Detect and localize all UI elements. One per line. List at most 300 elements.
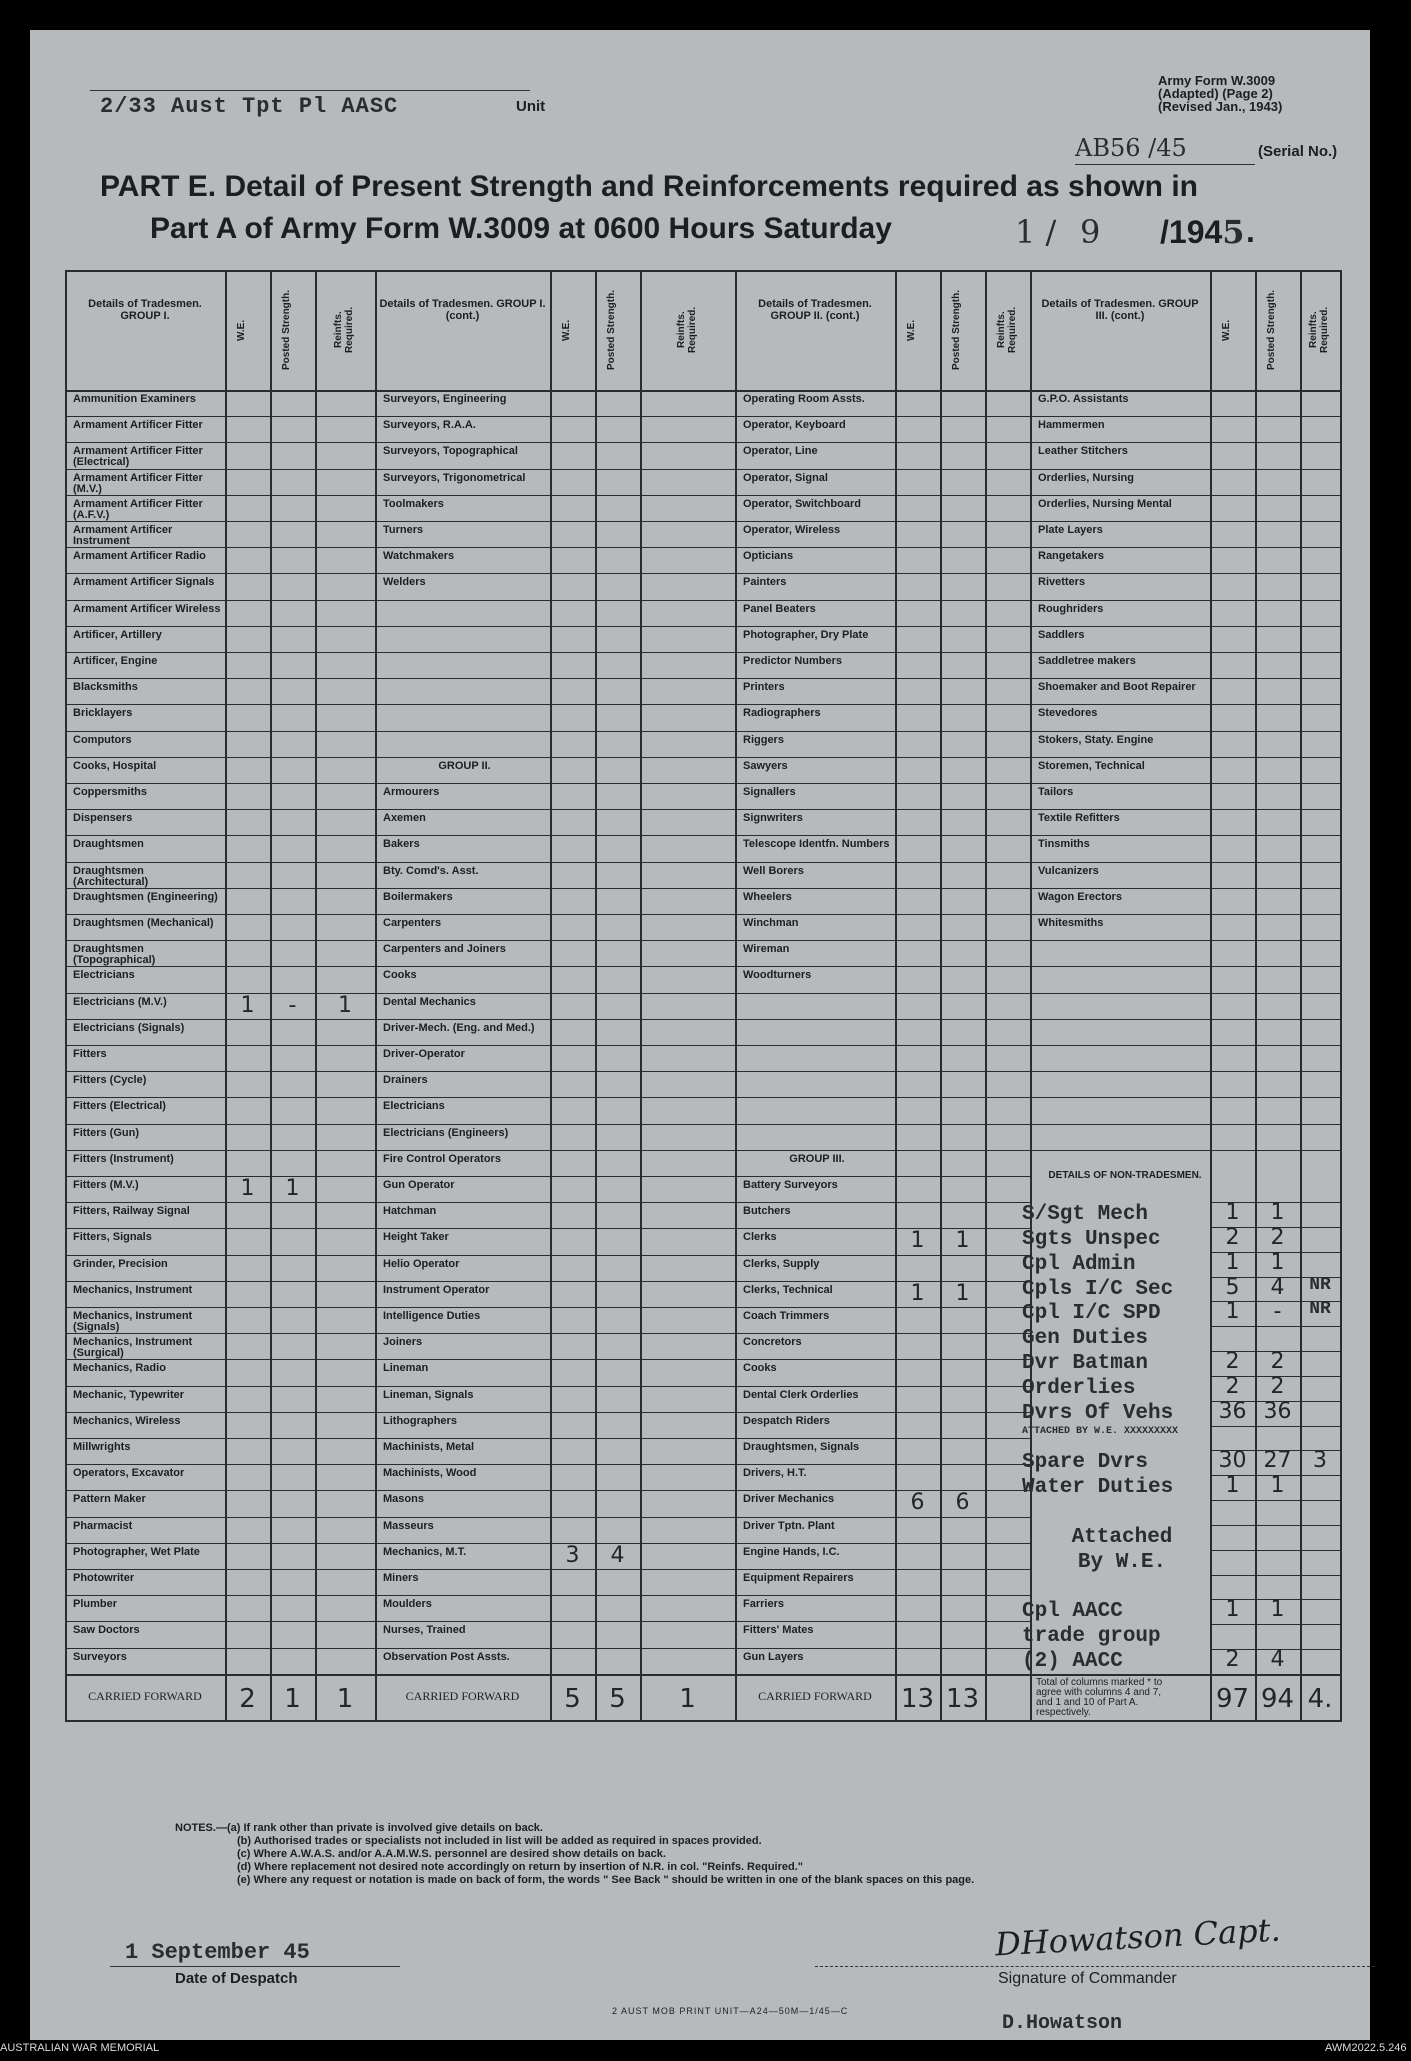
row-line <box>1030 888 1340 889</box>
carried-forward-req: 1 <box>336 1683 354 1714</box>
non-tradesman-label: Dvr Batman <box>1022 1352 1149 1376</box>
trade-label: Rivetters <box>1038 576 1086 589</box>
trade-label: Orderlies, Nursing Mental <box>1038 497 1172 510</box>
trade-label: Electricians (Signals) <box>73 1021 185 1034</box>
trade-label: Watchmakers <box>383 550 455 563</box>
non-tradesman-posted-value: 36 <box>1263 1398 1292 1424</box>
non-tradesman-posted-value: 1 <box>1270 1249 1285 1275</box>
row-line <box>375 652 735 653</box>
trade-we-value: 1 <box>240 992 255 1018</box>
row-line <box>375 1464 735 1465</box>
column-separator <box>1210 270 1212 1720</box>
trade-label: Whitesmiths <box>1038 917 1104 929</box>
carried-forward-req: 4. <box>1307 1683 1333 1714</box>
row-line <box>735 1124 1030 1125</box>
row-line <box>1210 1500 1340 1501</box>
non-tradesman-req-value: NR <box>1309 1274 1331 1295</box>
row-line <box>375 547 735 548</box>
trade-label: Operating Room Assts. <box>743 393 865 405</box>
trade-label: Armament Artificer Fitter (M.V.) <box>73 471 203 495</box>
trade-label: Stevedores <box>1038 707 1098 720</box>
group-separator <box>735 270 737 1720</box>
row-line <box>735 993 1030 994</box>
row-line <box>735 1045 1030 1046</box>
trade-label: Dental Mechanics <box>383 995 476 1008</box>
column-separator <box>1300 270 1302 1720</box>
row-line <box>375 1255 735 1256</box>
trade-label: Carpenters and Joiners <box>383 943 506 956</box>
row-line <box>375 993 735 994</box>
row-line <box>375 1569 735 1570</box>
trade-label: Cooks <box>743 1362 777 1375</box>
row-line <box>735 1176 1030 1177</box>
trade-label: Dental Clerk Orderlies <box>743 1388 859 1401</box>
serial-underline <box>1075 164 1255 165</box>
trade-label: Mechanics, Instrument (Surgical) <box>73 1336 193 1360</box>
trade-label: Fitters, Railway Signal <box>73 1205 190 1218</box>
row-line <box>65 495 375 496</box>
trade-label: Wagon Erectors <box>1038 890 1122 903</box>
non-tradesman-we-value: 30 <box>1218 1448 1247 1474</box>
archive-id: AWM2022.5.246 <box>1325 2042 1407 2054</box>
non-tradesman-label: Cpl AACC <box>1022 1600 1123 1624</box>
row-line <box>735 678 1030 679</box>
row-line <box>1030 521 1340 522</box>
trade-label: Carpenters <box>383 917 442 929</box>
trade-label: Bty. Comd's. Asst. <box>383 864 479 877</box>
non-tradesman-req-value: 3 <box>1313 1448 1327 1474</box>
row-line <box>375 940 735 941</box>
row-line <box>1030 993 1340 994</box>
date-year <box>1160 213 1245 251</box>
trade-label: Lineman <box>383 1362 429 1375</box>
group-4-header: Details of Tradesmen. GROUP III. (cont.) <box>1041 298 1199 322</box>
header-divider <box>65 390 1340 392</box>
row-line <box>375 521 735 522</box>
we-header: W.E. <box>905 319 917 341</box>
non-tradesman-label: Gen Duties <box>1022 1327 1149 1351</box>
trade-label: Fitters (Gun) <box>73 1126 139 1139</box>
trade-label: Orderlies, Nursing <box>1038 471 1134 484</box>
trade-label: Electricians (Engineers) <box>383 1126 509 1139</box>
trade-label: Instrument Operator <box>383 1283 490 1296</box>
row-line <box>735 966 1030 967</box>
carried-forward-req: 1 <box>679 1683 696 1714</box>
row-line <box>1030 678 1340 679</box>
row-line <box>65 914 375 915</box>
trade-label: Draughtsmen (Topographical) <box>73 943 156 967</box>
trade-label: Woodturners <box>743 969 812 982</box>
form-page <box>30 30 1370 2040</box>
non-tradesman-posted-value: 4 <box>1270 1646 1285 1672</box>
row-line <box>735 1202 1030 1203</box>
note-d: (d) Where replacement not desired note accordingly on return by insertion of N.R. in col. "Reinfs. Required." <box>237 1861 804 1873</box>
row-line <box>375 835 735 836</box>
non-tradesman-we-value: 1 <box>1225 1249 1240 1275</box>
trade-label: Operator, Switchboard <box>743 497 861 510</box>
trade-label: Lithographers <box>383 1414 457 1427</box>
row-line <box>375 1490 735 1491</box>
non-tradesman-posted-value: - <box>1273 1299 1282 1325</box>
row-line <box>65 652 375 653</box>
row-line <box>65 442 375 443</box>
row-line <box>735 1412 1030 1413</box>
row-line <box>375 731 735 732</box>
non-tradesman-we-value: 2 <box>1225 1646 1240 1672</box>
row-line <box>375 626 735 627</box>
row-line <box>375 600 735 601</box>
table-border-top <box>65 270 1340 272</box>
row-line <box>65 940 375 941</box>
trade-label: Machinists, Metal <box>383 1441 475 1453</box>
trade-label: Mechanic, Typewriter <box>73 1388 185 1401</box>
trade-label: Axemen <box>383 812 426 825</box>
trade-label: Armament Artificer Radio <box>73 550 206 563</box>
posted-strength-header: Posted Strength. <box>1265 289 1277 370</box>
trade-label: Fitters' Mates <box>743 1624 814 1637</box>
group-3-header: Details of Tradesmen. GROUP II. (cont.) <box>758 298 872 322</box>
trade-label: Tinsmiths <box>1038 838 1090 851</box>
row-line <box>735 757 1030 758</box>
row-line <box>1030 416 1340 417</box>
trade-label: Operator, Keyboard <box>743 419 846 432</box>
row-line <box>735 1569 1030 1570</box>
trade-label: Rangetakers <box>1038 550 1105 563</box>
non-tradesman-we-value: 1 <box>1225 1299 1240 1325</box>
table-border-right <box>1340 270 1342 1722</box>
non-tradesman-posted-value: 4 <box>1270 1274 1285 1300</box>
row-line <box>735 1648 1030 1649</box>
row-line <box>735 940 1030 941</box>
row-line <box>735 442 1030 443</box>
row-line <box>65 1412 375 1413</box>
row-line <box>1210 1575 1340 1576</box>
row-line <box>65 600 375 601</box>
row-line <box>735 1333 1030 1334</box>
non-tradesman-label: Attached <box>1071 1525 1173 1549</box>
strength-table <box>65 270 1340 1720</box>
non-tradesman-label: S/Sgt Mech <box>1022 1203 1149 1227</box>
column-separator <box>595 270 597 1720</box>
trade-label: Operator, Wireless <box>743 524 841 536</box>
unit-value: 2/33 Aust Tpt Pl AASC <box>100 94 399 119</box>
trade-label: Fitters, Signals <box>73 1231 152 1244</box>
trade-label: Bakers <box>383 838 420 851</box>
row-line <box>375 1202 735 1203</box>
trade-label: Operator, Signal <box>743 471 828 484</box>
unit-underline <box>90 90 530 91</box>
trade-label: Draughtsmen (Engineering) <box>73 890 218 903</box>
trade-label: Butchers <box>743 1205 791 1218</box>
row-line <box>65 1019 375 1020</box>
trade-label: Artificer, Engine <box>73 655 158 667</box>
non-tradesman-label: Sgts Unspec <box>1022 1228 1161 1252</box>
trade-label: Armament Artificer Signals <box>73 576 215 589</box>
trade-label: Draughtsmen (Architectural) <box>73 864 149 888</box>
trade-label: Mechanics, Instrument <box>73 1283 193 1296</box>
trade-we-value: 1 <box>910 1228 925 1254</box>
trade-label: Photowriter <box>73 1572 135 1584</box>
row-line <box>375 1281 735 1282</box>
row-line <box>65 966 375 967</box>
trade-we-value: 1 <box>240 1176 255 1201</box>
carried-forward-label: CARRIED FORWARD <box>88 1688 202 1703</box>
non-tradesman-label: Dvrs Of Vehs <box>1022 1401 1174 1425</box>
row-line <box>375 757 735 758</box>
trade-label: Driver-Mech. (Eng. and Med.) <box>383 1021 535 1034</box>
form-line-2: (Adapted) (Page 2) <box>1158 86 1273 101</box>
row-line <box>65 1150 375 1151</box>
trade-posted-value: 6 <box>955 1490 970 1516</box>
carried-forward-label: CARRIED FORWARD <box>405 1688 520 1703</box>
row-line <box>1030 495 1340 496</box>
row-line <box>1030 1045 1340 1046</box>
row-line <box>1030 940 1340 941</box>
row-line <box>375 1045 735 1046</box>
title-line-2: Part A of Army Form W.3009 at 0600 Hours Saturday <box>150 212 892 245</box>
printer-imprint: 2 AUST MOB PRINT UNIT—A24—50M—1/45—C <box>612 2006 849 2016</box>
trade-label: Clerks <box>743 1231 777 1244</box>
row-line <box>1030 731 1340 732</box>
trade-we-value: 6 <box>910 1490 925 1516</box>
row-line <box>375 573 735 574</box>
row-line <box>735 835 1030 836</box>
trade-label: Cooks, Hospital <box>73 759 157 772</box>
date-period: . <box>1246 213 1255 249</box>
row-line <box>735 416 1030 417</box>
trade-label: Equipment Repairers <box>743 1572 854 1584</box>
trade-req-value: 1 <box>338 992 352 1018</box>
row-line <box>735 495 1030 496</box>
row-line <box>375 495 735 496</box>
row-line <box>65 1543 375 1544</box>
trade-label: Mechanics, Radio <box>73 1362 166 1375</box>
row-line <box>65 416 375 417</box>
commander-name: D.Howatson <box>1002 2012 1123 2035</box>
trade-label: Observation Post Assts. <box>383 1650 510 1663</box>
trade-label: Mechanics, Wireless <box>73 1414 181 1427</box>
row-line <box>735 1438 1030 1439</box>
row-line <box>65 1202 375 1203</box>
trade-label: Coach Trimmers <box>743 1310 830 1322</box>
non-tradesman-label: Cpls I/C Sec <box>1022 1277 1174 1301</box>
row-line <box>735 600 1030 601</box>
row-line <box>65 731 375 732</box>
row-line <box>735 809 1030 810</box>
row-line <box>65 1438 375 1439</box>
row-line <box>735 1097 1030 1098</box>
trade-label: Signallers <box>743 786 796 798</box>
trade-label: Wheelers <box>743 890 792 903</box>
column-separator <box>550 270 552 1720</box>
trade-posted-value: 1 <box>285 1176 300 1201</box>
carried-forward-we: 13 <box>900 1683 935 1714</box>
row-line <box>375 1386 735 1387</box>
row-line <box>375 783 735 784</box>
non-tradesman-label: Spare Dvrs <box>1022 1451 1149 1475</box>
row-line <box>735 783 1030 784</box>
row-line <box>735 1359 1030 1360</box>
row-line <box>375 678 735 679</box>
row-line <box>1030 1124 1340 1125</box>
trade-label: Shoemaker and Boot Repairer <box>1038 681 1196 694</box>
row-line <box>375 914 735 915</box>
trade-we-value: 1 <box>910 1280 925 1306</box>
trade-label: Electricians <box>383 1100 445 1113</box>
row-line <box>375 862 735 863</box>
row-line <box>735 1543 1030 1544</box>
trade-label: Vulcanizers <box>1038 864 1099 877</box>
non-tradesman-label: By W.E. <box>1077 1550 1167 1574</box>
trade-label: Turners <box>383 524 424 536</box>
column-separator <box>985 270 987 1720</box>
note-c: (c) Where A.W.A.S. and/or A.A.M.W.S. personnel are desired show details on back. <box>237 1848 666 1860</box>
row-line <box>1030 835 1340 836</box>
row-line <box>375 1648 735 1649</box>
row-line <box>375 442 735 443</box>
row-line <box>375 966 735 967</box>
form-line-1: Army Form W.3009 <box>1158 73 1276 88</box>
note-b: (b) Authorised trades or specialists not included in list will be added as required in spaces provided. <box>237 1835 762 1847</box>
row-line <box>1030 783 1340 784</box>
trade-label: Operator, Line <box>743 445 818 458</box>
trade-label: Surveyors, Trigonometrical <box>383 471 526 484</box>
row-line <box>65 783 375 784</box>
non-tradesman-we-value: 1 <box>1225 1200 1240 1226</box>
row-line <box>1030 442 1340 443</box>
group-1-header: Details of Tradesmen. GROUP I. <box>88 298 202 322</box>
date-year-printed: /194 <box>1160 214 1223 250</box>
trade-label: Armament Artificer Fitter (Electrical) <box>73 445 203 469</box>
trade-label: Winchman <box>743 917 799 929</box>
row-line <box>65 1124 375 1125</box>
trade-label: Fitters (M.V.) <box>73 1179 139 1191</box>
trade-label: Operators, Excavator <box>73 1467 185 1480</box>
table-border-left <box>65 270 67 1720</box>
row-line <box>375 469 735 470</box>
trade-label: Armament Artificer Fitter (A.F.V.) <box>73 497 203 521</box>
row-line <box>1030 600 1340 601</box>
row-line <box>1030 1150 1340 1151</box>
group-separator <box>1030 270 1032 1720</box>
trade-label: Fitters (Cycle) <box>73 1074 147 1087</box>
carried-forward-label: CARRIED FORWARD <box>758 1688 872 1703</box>
carried-forward-divider <box>65 1674 1340 1676</box>
non-tradesman-req-value: NR <box>1309 1299 1331 1320</box>
row-line <box>65 573 375 574</box>
non-tradesman-we-value: 1 <box>1225 1597 1240 1623</box>
trade-label: Predictor Numbers <box>743 655 843 667</box>
row-line <box>65 1255 375 1256</box>
trade-label: Fitters (Instrument) <box>73 1152 174 1165</box>
posted-strength-header: Posted Strength. <box>605 289 617 370</box>
trade-label: Surveyors, R.A.A. <box>383 419 476 432</box>
row-line <box>1030 626 1340 627</box>
non-tradesman-label: ATTACHED BY W.E. XXXXXXXXX <box>1022 1425 1179 1437</box>
row-line <box>735 1595 1030 1596</box>
total-columns-note: Total of columns marked * to agree with columns 4 and 7, and 1 and 10 of Part A. respectively. <box>1036 1676 1163 1718</box>
trade-label: Photographer, Wet Plate <box>73 1545 200 1558</box>
trade-label: Millwrights <box>73 1441 131 1453</box>
row-line <box>375 1228 735 1229</box>
trade-label: Saddlers <box>1038 628 1085 641</box>
trade-label: Saw Doctors <box>73 1624 140 1637</box>
trade-label: Gun Operator <box>383 1179 455 1191</box>
row-line <box>735 652 1030 653</box>
carried-forward-posted: 13 <box>945 1683 980 1714</box>
despatch-underline <box>110 1966 400 1967</box>
row-line <box>65 1228 375 1229</box>
trade-label: Despatch Riders <box>743 1414 830 1427</box>
row-line <box>375 704 735 705</box>
trade-posted-value: 1 <box>955 1280 970 1306</box>
row-line <box>1210 1550 1340 1551</box>
trade-label: Intelligence Duties <box>383 1310 481 1322</box>
trade-label: Roughriders <box>1038 602 1104 615</box>
trade-label: Stokers, Staty. Engine <box>1038 733 1154 746</box>
non-tradesman-we-value: 2 <box>1225 1373 1240 1399</box>
trade-label: Armament Artificer Fitter <box>73 419 203 432</box>
row-line <box>65 547 375 548</box>
row-line <box>735 1071 1030 1072</box>
non-tradesman-label: Cpl I/C SPD <box>1022 1302 1161 1326</box>
row-line <box>735 547 1030 548</box>
trade-label: Fire Control Operators <box>383 1152 501 1165</box>
signature-label: Signature of Commander <box>998 1970 1177 1987</box>
non-tradesman-posted-value: 2 <box>1270 1225 1285 1251</box>
trade-label: Toolmakers <box>383 497 444 510</box>
trade-label: Plumber <box>73 1598 118 1611</box>
trade-label: Draughtsmen <box>73 838 144 851</box>
reinfts-required-header: Reinfts. Required. <box>1308 306 1330 354</box>
carried-forward-posted: 1 <box>284 1683 301 1714</box>
trade-label: Hatchman <box>383 1205 437 1218</box>
table-border-bottom <box>65 1720 1340 1722</box>
trade-label: Photographer, Dry Plate <box>743 628 869 641</box>
non-tradesman-posted-value: 2 <box>1270 1349 1285 1375</box>
row-line <box>65 1490 375 1491</box>
row-line <box>65 1097 375 1098</box>
form-line-3: (Revised Jan., 1943) <box>1158 99 1283 114</box>
date-day: 1 / <box>1015 213 1057 251</box>
row-line <box>735 1019 1030 1020</box>
carried-forward-we: 2 <box>239 1683 256 1714</box>
row-line <box>65 1621 375 1622</box>
trade-label: Drivers, H.T. <box>743 1467 807 1480</box>
row-line <box>65 704 375 705</box>
row-line <box>65 757 375 758</box>
trade-label: GROUP III. <box>789 1152 845 1165</box>
trade-label: GROUP II. <box>438 759 491 772</box>
row-line <box>375 1176 735 1177</box>
row-line <box>735 1517 1030 1518</box>
row-line <box>735 704 1030 705</box>
row-line <box>65 1359 375 1360</box>
row-line <box>1210 1326 1340 1327</box>
we-header: W.E. <box>1220 319 1232 341</box>
group-separator <box>375 270 377 1720</box>
row-line <box>65 862 375 863</box>
trade-posted-value: 4 <box>610 1542 625 1568</box>
row-line <box>375 1071 735 1072</box>
row-line <box>65 1045 375 1046</box>
trade-label: Saddletree makers <box>1038 655 1136 667</box>
trade-label: Sawyers <box>743 759 788 772</box>
trade-label: G.P.O. Assistants <box>1038 393 1129 405</box>
note-e: (e) Where any request or notation is made on back of form, the words " See Back " should be written in one of the blank spaces on this page. <box>237 1874 975 1886</box>
row-line <box>65 678 375 679</box>
group-2-header: Details of Tradesmen. GROUP I. (cont.) <box>379 298 546 322</box>
